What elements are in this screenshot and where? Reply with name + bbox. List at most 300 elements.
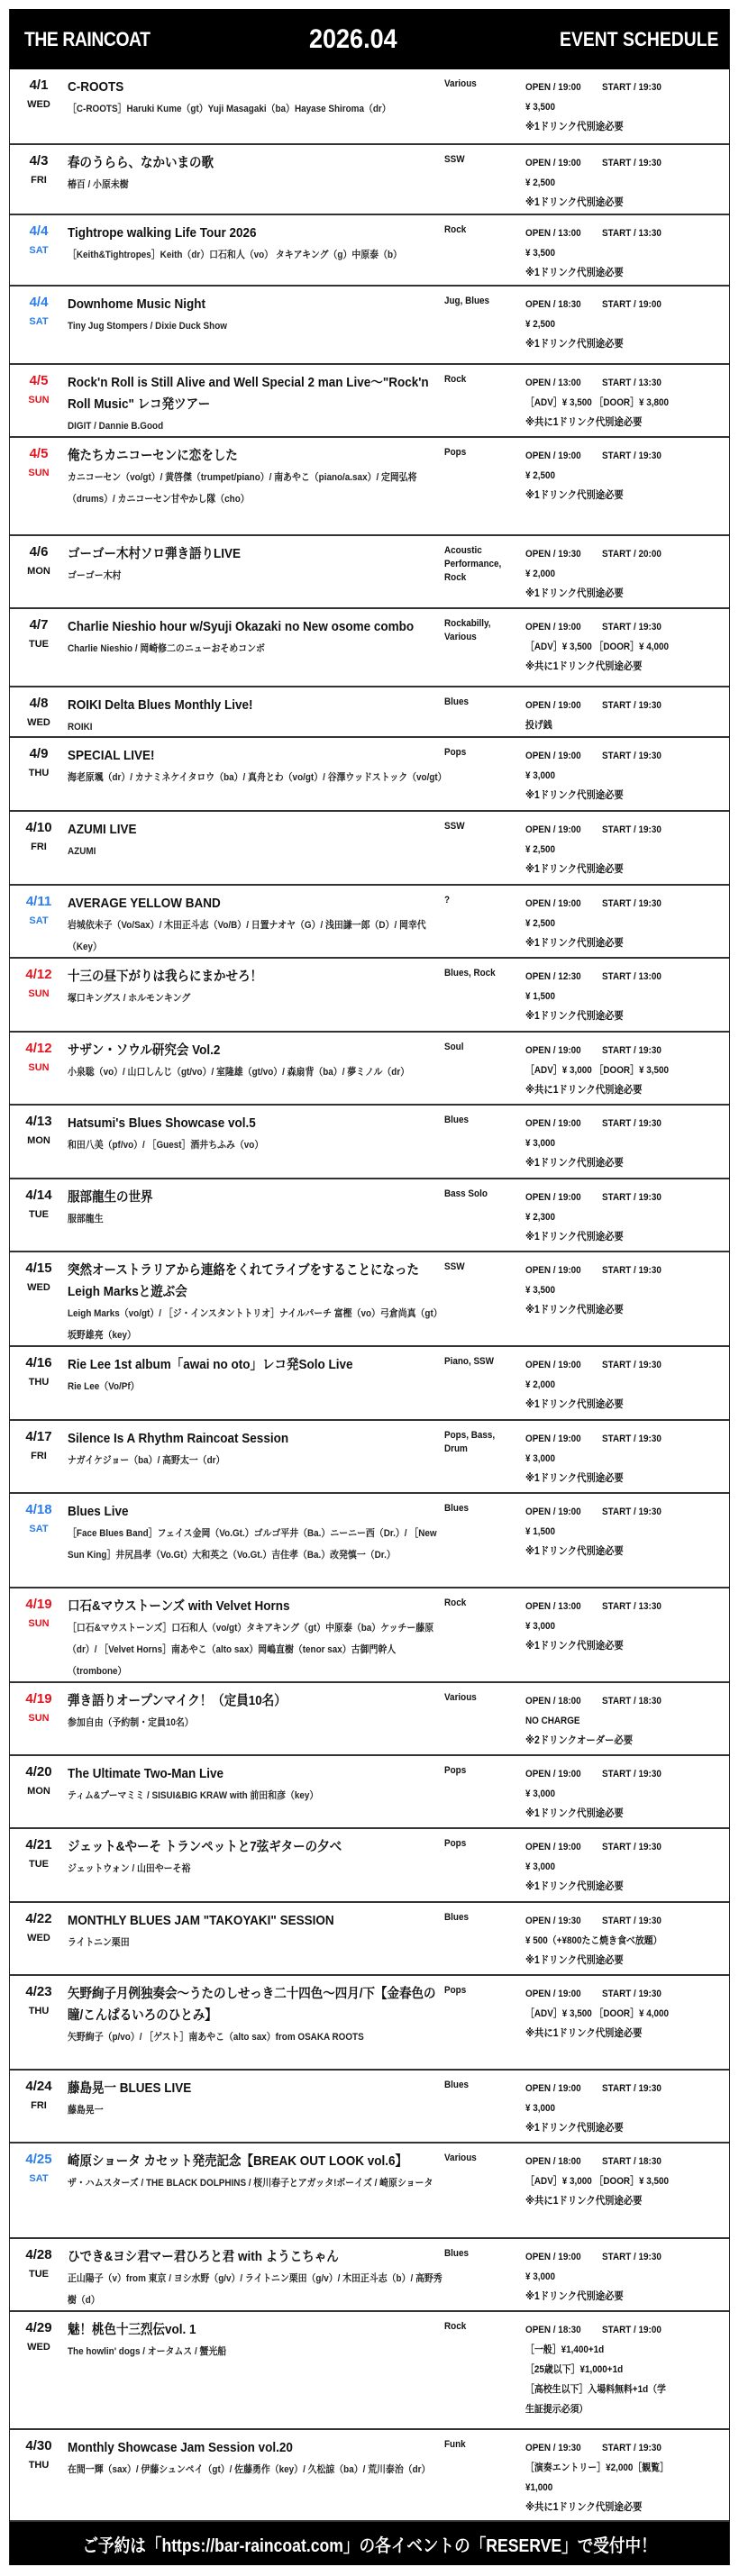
event-date — [10, 1976, 68, 2069]
event-times — [525, 2152, 708, 2171]
event-day-number: 4/8 — [29, 696, 49, 711]
event-performers: ジェットウォン / 山田やーそ裕 — [68, 1863, 191, 1874]
event-row[interactable] — [10, 1974, 729, 2069]
event-price: ［演奏エントリー］¥2,000［観覧］ — [525, 2462, 669, 2473]
event-price: ¥ 2,500 — [525, 844, 556, 855]
event-title[interactable]: 弾き語りオープンマイク！（定員10名） — [68, 1693, 287, 1708]
event-weekday: THU — [28, 768, 50, 778]
event-date — [10, 687, 68, 736]
event-start-time: START / 19:30 — [602, 1989, 661, 1999]
event-drink-note: ※1ドリンク代別途必要 — [525, 1011, 624, 1022]
event-row[interactable] — [10, 363, 729, 436]
event-title[interactable]: 突然オーストラリアから連絡をくれてライブをすることになったLeigh Marksと遊ぶ会 — [68, 1262, 420, 1299]
event-genre: Pops — [444, 1838, 467, 1849]
event-start-time: START / 19:30 — [602, 1192, 661, 1203]
event-row[interactable] — [10, 436, 729, 534]
event-info — [525, 609, 729, 686]
event-genre: Blues — [444, 2248, 469, 2259]
event-info — [525, 2071, 729, 2142]
event-info — [525, 365, 729, 436]
event-day-number: 4/12 — [25, 1041, 52, 1056]
event-weekday: WED — [27, 1282, 50, 1293]
event-row[interactable] — [10, 214, 729, 285]
event-open-time: OPEN / 19:00 — [525, 2083, 581, 2094]
event-times — [525, 77, 708, 97]
event-times — [525, 2079, 708, 2098]
event-title[interactable]: ひでき&ヨシ君マー君ひろと君 with ようこちゃん — [68, 2249, 339, 2264]
event-row[interactable] — [10, 884, 729, 957]
event-title[interactable]: Rie Lee 1st album「awai no oto」レコ発Solo Live — [68, 1357, 353, 1372]
event-times — [525, 1502, 708, 1522]
event-row[interactable] — [10, 1587, 729, 1681]
event-times — [525, 1764, 708, 1784]
event-start-time: START / 19:30 — [602, 1118, 661, 1129]
event-drink-note: ※1ドリンク代別途必要 — [525, 790, 624, 801]
event-drink-note: ※共に1ドリンク代別途必要 — [525, 417, 643, 428]
event-drink-note: ※1ドリンク代別途必要 — [525, 864, 624, 875]
event-times — [525, 1429, 708, 1449]
event-row[interactable] — [10, 1419, 729, 1492]
event-times — [525, 1041, 708, 1060]
event-main — [68, 365, 444, 436]
event-title[interactable]: MONTHLY BLUES JAM "TAKOYAKI" SESSION — [68, 1913, 334, 1928]
event-drink-note: ※1ドリンク代別途必要 — [525, 490, 624, 501]
event-drink-note: ※共に1ドリンク代別途必要 — [525, 2028, 643, 2039]
event-drink-note: ※1ドリンク代別途必要 — [525, 938, 624, 949]
event-row[interactable] — [10, 69, 729, 143]
event-info — [525, 2312, 729, 2428]
event-price: NO CHARGE — [525, 1716, 580, 1726]
event-performers: Leigh Marks（vo/gt）/ ［ジ・インスタントトリオ］ナイルパーチ 富樫（vo）弓倉尚真（gt）坂野雄亮（key） — [68, 1308, 442, 1341]
event-date — [10, 1421, 68, 1492]
event-main — [68, 2430, 444, 2520]
event-times — [525, 1597, 708, 1616]
event-day-number: 4/10 — [25, 820, 52, 835]
event-date — [10, 145, 68, 214]
event-genre: Rock — [444, 2321, 467, 2332]
event-times — [525, 1261, 708, 1280]
event-title[interactable]: Rock'n Roll is Still Alive and Well Special 2 man Live〜"Rock'n Roll Music" レコ発ツアー — [68, 375, 429, 412]
event-title[interactable]: 魅！桃色十三烈伝vol. 1 — [68, 2322, 196, 2337]
event-main — [68, 1421, 444, 1492]
event-title[interactable]: 矢野絢子月例独奏会〜うたのしせっき二十四色〜四月/下【金春色の瞳/こんぱるいろのひとみ】 — [68, 1986, 436, 2023]
event-performers: Rie Lee（Vo/Pf） — [68, 1381, 140, 1392]
event-title[interactable]: サザン・ソウル研究会 Vol.2 — [68, 1042, 221, 1058]
event-drink-note: ※1ドリンク代別途必要 — [525, 588, 624, 599]
event-date — [10, 2312, 68, 2428]
event-performers: 塚口キングス / ホルモンキング — [68, 993, 191, 1004]
event-row[interactable] — [10, 2310, 729, 2428]
event-open-time: OPEN / 19:00 — [525, 82, 581, 93]
event-times — [525, 1911, 708, 1931]
event-price: ¥ 3,000 — [525, 1453, 556, 1464]
event-day-number: 4/28 — [25, 2247, 52, 2262]
event-start-time: START / 19:30 — [602, 2443, 661, 2453]
event-info — [525, 738, 729, 810]
event-price: ［ADV］¥ 3,500 ［DOOR］¥ 4,000 — [525, 2008, 670, 2019]
event-main — [68, 2239, 444, 2310]
event-date — [10, 2430, 68, 2520]
event-day-number: 4/29 — [25, 2320, 52, 2335]
event-day-number: 4/1 — [29, 77, 49, 93]
event-info — [525, 2239, 729, 2310]
event-open-time: OPEN / 19:00 — [525, 1434, 581, 1444]
event-date — [10, 365, 68, 436]
event-weekday: SUN — [28, 1713, 50, 1724]
event-start-time: START / 19:30 — [602, 158, 661, 168]
event-info — [525, 145, 729, 214]
event-price: ¥ 500（+¥800たこ焼き食べ放題） — [525, 1935, 662, 1946]
event-main — [68, 1829, 444, 1901]
event-genre: Soul — [444, 1042, 464, 1052]
event-title[interactable]: 服部龍生の世界 — [68, 1189, 153, 1205]
event-price-extra: ［25歳以下］¥1,000+1d — [525, 2364, 624, 2375]
event-times — [525, 2438, 708, 2458]
event-day-number: 4/20 — [25, 1764, 52, 1780]
event-info — [525, 1756, 729, 1827]
event-row[interactable] — [10, 2142, 729, 2237]
event-row[interactable] — [10, 1827, 729, 1901]
event-start-time: START / 19:30 — [602, 1265, 661, 1276]
event-day-number: 4/24 — [25, 2079, 52, 2094]
event-title[interactable]: Monthly Showcase Jam Session vol.20 — [68, 2440, 293, 2455]
event-title[interactable]: ジェット&やーそ トランペットと7弦ギターの夕べ — [68, 1839, 342, 1854]
event-genre: Pops — [444, 1765, 467, 1776]
event-date — [10, 609, 68, 686]
event-start-time: START / 19:30 — [602, 1916, 661, 1926]
event-drink-note: ※1ドリンク代別途必要 — [525, 1546, 624, 1557]
event-price: ¥ 2,000 — [525, 1379, 556, 1390]
event-info — [525, 69, 729, 143]
event-date — [10, 2071, 68, 2142]
event-weekday: SAT — [29, 316, 49, 327]
event-info — [525, 1976, 729, 2069]
event-performers: Tiny Jug Stompers / Dixie Duck Show — [68, 321, 227, 332]
event-row[interactable] — [10, 1492, 729, 1587]
event-drink-note: ※1ドリンク代別途必要 — [525, 1232, 624, 1242]
event-date — [10, 1903, 68, 1974]
event-date — [10, 738, 68, 810]
event-performers: ザ・ハムスターズ / THE BLACK DOLPHINS / 桜川春子とアガッタ!ボーイズ / 崎原ショータ — [68, 2178, 433, 2189]
event-open-time: OPEN / 13:00 — [525, 378, 581, 388]
event-weekday: SAT — [29, 1524, 49, 1534]
event-row[interactable] — [10, 1345, 729, 1419]
event-drink-note: ※1ドリンク代別途必要 — [525, 2123, 624, 2134]
event-drink-note: ※1ドリンク代別途必要 — [525, 1399, 624, 1410]
event-date — [10, 812, 68, 884]
event-start-time: START / 19:30 — [602, 751, 661, 761]
event-day-number: 4/25 — [25, 2152, 52, 2167]
event-day-number: 4/18 — [25, 1502, 52, 1517]
event-title[interactable]: AZUMI LIVE — [68, 822, 137, 837]
event-row[interactable] — [10, 2069, 729, 2142]
event-date — [10, 1106, 68, 1178]
event-weekday: FRI — [31, 1451, 47, 1461]
event-start-time: START / 19:30 — [602, 1769, 661, 1780]
event-day-number: 4/19 — [25, 1597, 52, 1612]
event-genre: Rock — [444, 1597, 467, 1608]
event-times — [525, 696, 708, 715]
event-drink-note: ※共に1ドリンク代別途必要 — [525, 661, 643, 672]
event-open-time: OPEN / 18:00 — [525, 1696, 581, 1707]
event-times — [525, 1691, 708, 1711]
event-title[interactable]: Charlie Nieshio hour w/Syuji Okazaki no New osome combo — [68, 619, 415, 634]
event-times — [525, 1984, 708, 2004]
event-day-number: 4/17 — [25, 1429, 52, 1444]
event-info — [525, 1347, 729, 1419]
event-start-time: START / 19:30 — [602, 2083, 661, 2094]
event-open-time: OPEN / 19:00 — [525, 1360, 581, 1370]
event-day-number: 4/4 — [29, 295, 49, 310]
event-drink-note: ※1ドリンク代別途必要 — [525, 1641, 624, 1652]
event-main — [68, 438, 444, 534]
event-price: ¥ 3,000 — [525, 2271, 556, 2282]
event-times — [525, 295, 708, 314]
event-start-time: START / 19:30 — [602, 700, 661, 711]
event-genre: Pops — [444, 1985, 467, 1996]
event-price: ［ADV］¥ 3,000 ［DOOR］¥ 3,500 — [525, 1065, 670, 1076]
event-day-number: 4/7 — [29, 617, 49, 633]
event-price: ［ADV］¥ 3,500 ［DOOR］¥ 4,000 — [525, 642, 670, 652]
event-performers: 参加自由（予約制・定員10名） — [68, 1717, 194, 1728]
event-price: ¥ 3,500 — [525, 102, 556, 113]
event-open-time: OPEN / 19:00 — [525, 1769, 581, 1780]
event-times — [525, 373, 708, 393]
event-performers: 在間一輝（sax）/ 伊藤シュンペイ（gt）/ 佐藤勇作（key）/ 久松諒（ba）/ 荒川泰治（dr） — [68, 2464, 431, 2475]
event-main — [68, 2071, 444, 2142]
event-row[interactable] — [10, 810, 729, 884]
event-price: ¥ 3,000 — [525, 1789, 556, 1799]
event-info — [525, 1179, 729, 1251]
event-times — [525, 746, 708, 766]
venue-name: THE RAINCOAT — [24, 27, 151, 50]
event-info — [525, 886, 729, 957]
event-start-time: START / 19:30 — [602, 824, 661, 835]
event-weekday: SUN — [28, 468, 50, 478]
event-times — [525, 1837, 708, 1857]
event-price: ¥ 2,000 — [525, 569, 556, 579]
event-row[interactable] — [10, 1754, 729, 1827]
event-drink-note: ※1ドリンク代別途必要 — [525, 2291, 624, 2302]
event-times — [525, 1114, 708, 1133]
event-info — [525, 1252, 729, 1345]
event-day-number: 4/3 — [29, 153, 49, 168]
event-row[interactable] — [10, 1681, 729, 1754]
event-genre: Bass Solo — [444, 1188, 488, 1199]
event-main — [68, 215, 444, 285]
event-day-number: 4/30 — [25, 2438, 52, 2453]
event-date — [10, 1494, 68, 1587]
event-day-number: 4/4 — [29, 223, 49, 239]
event-title[interactable]: Hatsumi's Blues Showcase vol.5 — [68, 1115, 256, 1131]
event-main — [68, 1683, 444, 1754]
event-performers: 小泉聡（vo）/ 山口しんじ（gt/vo）/ 室隆雄（gt/vo）/ 森扇背（ba）/ 夢ミノル（dr） — [68, 1067, 410, 1078]
event-title[interactable]: Downhome Music Night — [68, 296, 205, 312]
event-weekday: THU — [28, 1377, 50, 1388]
event-times — [525, 2247, 708, 2267]
event-open-time: OPEN / 19:00 — [525, 158, 581, 168]
event-open-time: OPEN / 19:00 — [525, 451, 581, 461]
event-day-number: 4/21 — [25, 1837, 52, 1852]
event-title[interactable]: 藤島晃一 BLUES LIVE — [68, 2080, 192, 2096]
event-genre: Pops — [444, 447, 467, 458]
event-price: ¥ 3,500 — [525, 1285, 556, 1296]
event-open-time: OPEN / 19:00 — [525, 622, 581, 633]
event-row[interactable] — [10, 2428, 729, 2520]
event-day-number: 4/6 — [29, 544, 49, 560]
event-drink-note: ※共に1ドリンク代別途必要 — [525, 1085, 643, 1096]
event-drink-note: ※2ドリンクオーダー必要 — [525, 1735, 634, 1746]
event-info — [525, 1106, 729, 1178]
event-date — [10, 886, 68, 957]
event-title[interactable]: C-ROOTS — [68, 79, 124, 95]
event-info — [525, 2144, 729, 2237]
event-title[interactable]: AVERAGE YELLOW BAND — [68, 896, 221, 911]
event-row[interactable] — [10, 736, 729, 810]
event-drink-note: ※共に1ドリンク代別途必要 — [525, 2502, 643, 2513]
event-performers: Charlie Nieshio / 岡崎修二のニューおそめコンボ — [68, 643, 265, 654]
event-start-time: START / 19:30 — [602, 82, 661, 93]
event-weekday: SUN — [28, 1062, 50, 1073]
event-row[interactable] — [10, 2237, 729, 2310]
event-row[interactable] — [10, 686, 729, 736]
event-row[interactable] — [10, 607, 729, 686]
event-start-time: START / 13:00 — [602, 971, 661, 982]
event-start-time: START / 19:00 — [602, 299, 661, 310]
event-weekday: SUN — [28, 395, 50, 405]
event-main — [68, 145, 444, 214]
event-start-time: START / 18:30 — [602, 2156, 661, 2167]
event-open-time: OPEN / 18:30 — [525, 2325, 581, 2335]
event-info — [525, 2430, 729, 2520]
event-performers: AZUMI — [68, 846, 96, 857]
event-performers: カニコーセン（vo/gt）/ 黄啓傑（trumpet/piano）/ 南あやこ（piano/a.sax）/ 定岡弘将（drums）/ カニコーセン甘やかし隊（cho） — [68, 472, 417, 505]
event-performers: ROIKI — [68, 722, 93, 733]
event-genre: ? — [444, 895, 451, 906]
event-weekday: TUE — [29, 1859, 49, 1870]
event-genre: Blues, Rock — [444, 968, 496, 979]
event-weekday: SAT — [29, 915, 49, 926]
schedule-header — [10, 9, 729, 69]
event-start-time: START / 19:30 — [602, 2252, 661, 2262]
event-genre: SSW — [444, 821, 465, 832]
event-day-number: 4/16 — [25, 1355, 52, 1370]
event-price: ¥ 3,500 — [525, 248, 556, 259]
event-date — [10, 69, 68, 143]
event-open-time: OPEN / 19:30 — [525, 549, 581, 560]
event-row[interactable] — [10, 143, 729, 214]
event-performers: 和田八美（pf/vo）/ ［Guest］酒井ちふみ（vo） — [68, 1140, 264, 1151]
event-title[interactable]: 十三の昼下がりは我らにまかせろ！ — [68, 969, 263, 984]
event-title[interactable]: Blues Live — [68, 1504, 129, 1519]
event-title[interactable]: ROIKI Delta Blues Monthly Live! — [68, 697, 253, 713]
event-drink-note: ※1ドリンク代別途必要 — [525, 1158, 624, 1169]
event-open-time: OPEN / 19:00 — [525, 898, 581, 909]
event-open-time: OPEN / 12:30 — [525, 971, 581, 982]
event-performers: DIGIT / Dannie B.Good — [68, 421, 164, 432]
event-main — [68, 1179, 444, 1251]
event-times — [525, 617, 708, 637]
event-info — [525, 1494, 729, 1587]
event-row[interactable] — [10, 534, 729, 607]
event-row[interactable] — [10, 1104, 729, 1178]
event-price-extra: ¥1,000 — [525, 2482, 553, 2493]
event-date — [10, 1756, 68, 1827]
event-open-time: OPEN / 13:00 — [525, 228, 581, 239]
event-date — [10, 287, 68, 363]
event-row[interactable] — [10, 285, 729, 363]
event-open-time: OPEN / 19:00 — [525, 700, 581, 711]
event-date — [10, 2239, 68, 2310]
event-open-time: OPEN / 19:00 — [525, 1118, 581, 1129]
event-genre: Various — [444, 78, 477, 89]
event-title[interactable]: SPECIAL LIVE! — [68, 748, 155, 763]
event-row[interactable] — [10, 1031, 729, 1104]
event-date — [10, 1683, 68, 1754]
schedule-month: 2026.04 — [309, 23, 397, 54]
event-day-number: 4/11 — [25, 894, 52, 909]
event-day-number: 4/22 — [25, 1911, 52, 1926]
event-row[interactable] — [10, 957, 729, 1031]
event-price: ¥ 3,000 — [525, 1621, 556, 1632]
event-title[interactable]: 俺たちカニコーセンに恋をした — [68, 448, 238, 463]
event-weekday: WED — [27, 2342, 50, 2353]
event-day-number: 4/19 — [25, 1691, 52, 1707]
event-title[interactable]: 春のうらら、なかいまの歌 — [68, 155, 214, 170]
event-genre: Blues — [444, 1115, 469, 1125]
event-price: ¥ 3,000 — [525, 1138, 556, 1149]
event-start-time: START / 19:30 — [602, 451, 661, 461]
event-open-time: OPEN / 19:00 — [525, 751, 581, 761]
event-row[interactable] — [10, 1901, 729, 1974]
event-info — [525, 1421, 729, 1492]
event-info — [525, 287, 729, 363]
event-price-extra: ［高校生以下］入場料無料+1d（学 — [525, 2384, 666, 2395]
reservation-footer — [10, 2520, 729, 2565]
event-genre: Blues — [444, 1912, 469, 1923]
event-row[interactable] — [10, 1178, 729, 1251]
event-date — [10, 536, 68, 607]
event-performers: 矢野絢子（p/vo）/ ［ゲスト］南あやこ（alto sax）from OSAKA ROOTS — [68, 2032, 364, 2043]
event-row[interactable] — [10, 1251, 729, 1345]
event-drink-note: ※1ドリンク代別途必要 — [525, 1808, 624, 1819]
event-price: ¥ 3,000 — [525, 770, 556, 781]
event-open-time: OPEN / 18:30 — [525, 299, 581, 310]
event-performers: ナガイケジョー（ba）/ 高野太一（dr） — [68, 1455, 225, 1466]
event-date — [10, 1588, 68, 1681]
event-title[interactable]: Tightrope walking Life Tour 2026 — [68, 225, 257, 241]
event-weekday: SUN — [28, 988, 50, 999]
event-title[interactable]: Silence Is A Rhythm Raincoat Session — [68, 1431, 289, 1446]
event-title[interactable]: ゴーゴー木村ソロ弾き語りLIVE — [68, 546, 242, 561]
event-title[interactable]: The Ultimate Two-Man Live — [68, 1766, 224, 1781]
event-weekday: TUE — [29, 639, 49, 650]
event-title[interactable]: 口石&マウストーンズ with Velvet Horns — [68, 1598, 290, 1614]
event-info — [525, 215, 729, 285]
event-drink-note: ※1ドリンク代別途必要 — [525, 1473, 624, 1484]
event-start-time: START / 19:30 — [602, 1842, 661, 1852]
event-info — [525, 1033, 729, 1104]
event-open-time: OPEN / 13:00 — [525, 1601, 581, 1612]
event-title[interactable]: 崎原ショータ カセット発売記念【BREAK OUT LOOK vol.6】 — [68, 2153, 408, 2169]
event-info — [525, 812, 729, 884]
event-price: ¥ 2,300 — [525, 1212, 556, 1223]
event-start-time: START / 13:30 — [602, 1601, 661, 1612]
event-performers: 海老原颯（dr）/ カナミネケイタロウ（ba）/ 真舟とわ（vo/gt）/ 谷澤ウッドストック（vo/gt） — [68, 772, 447, 783]
event-info — [525, 1683, 729, 1754]
event-price: ［ADV］¥ 3,000 ［DOOR］¥ 3,500 — [525, 2176, 670, 2187]
event-price-extra: 生証提示必須） — [525, 2404, 588, 2415]
